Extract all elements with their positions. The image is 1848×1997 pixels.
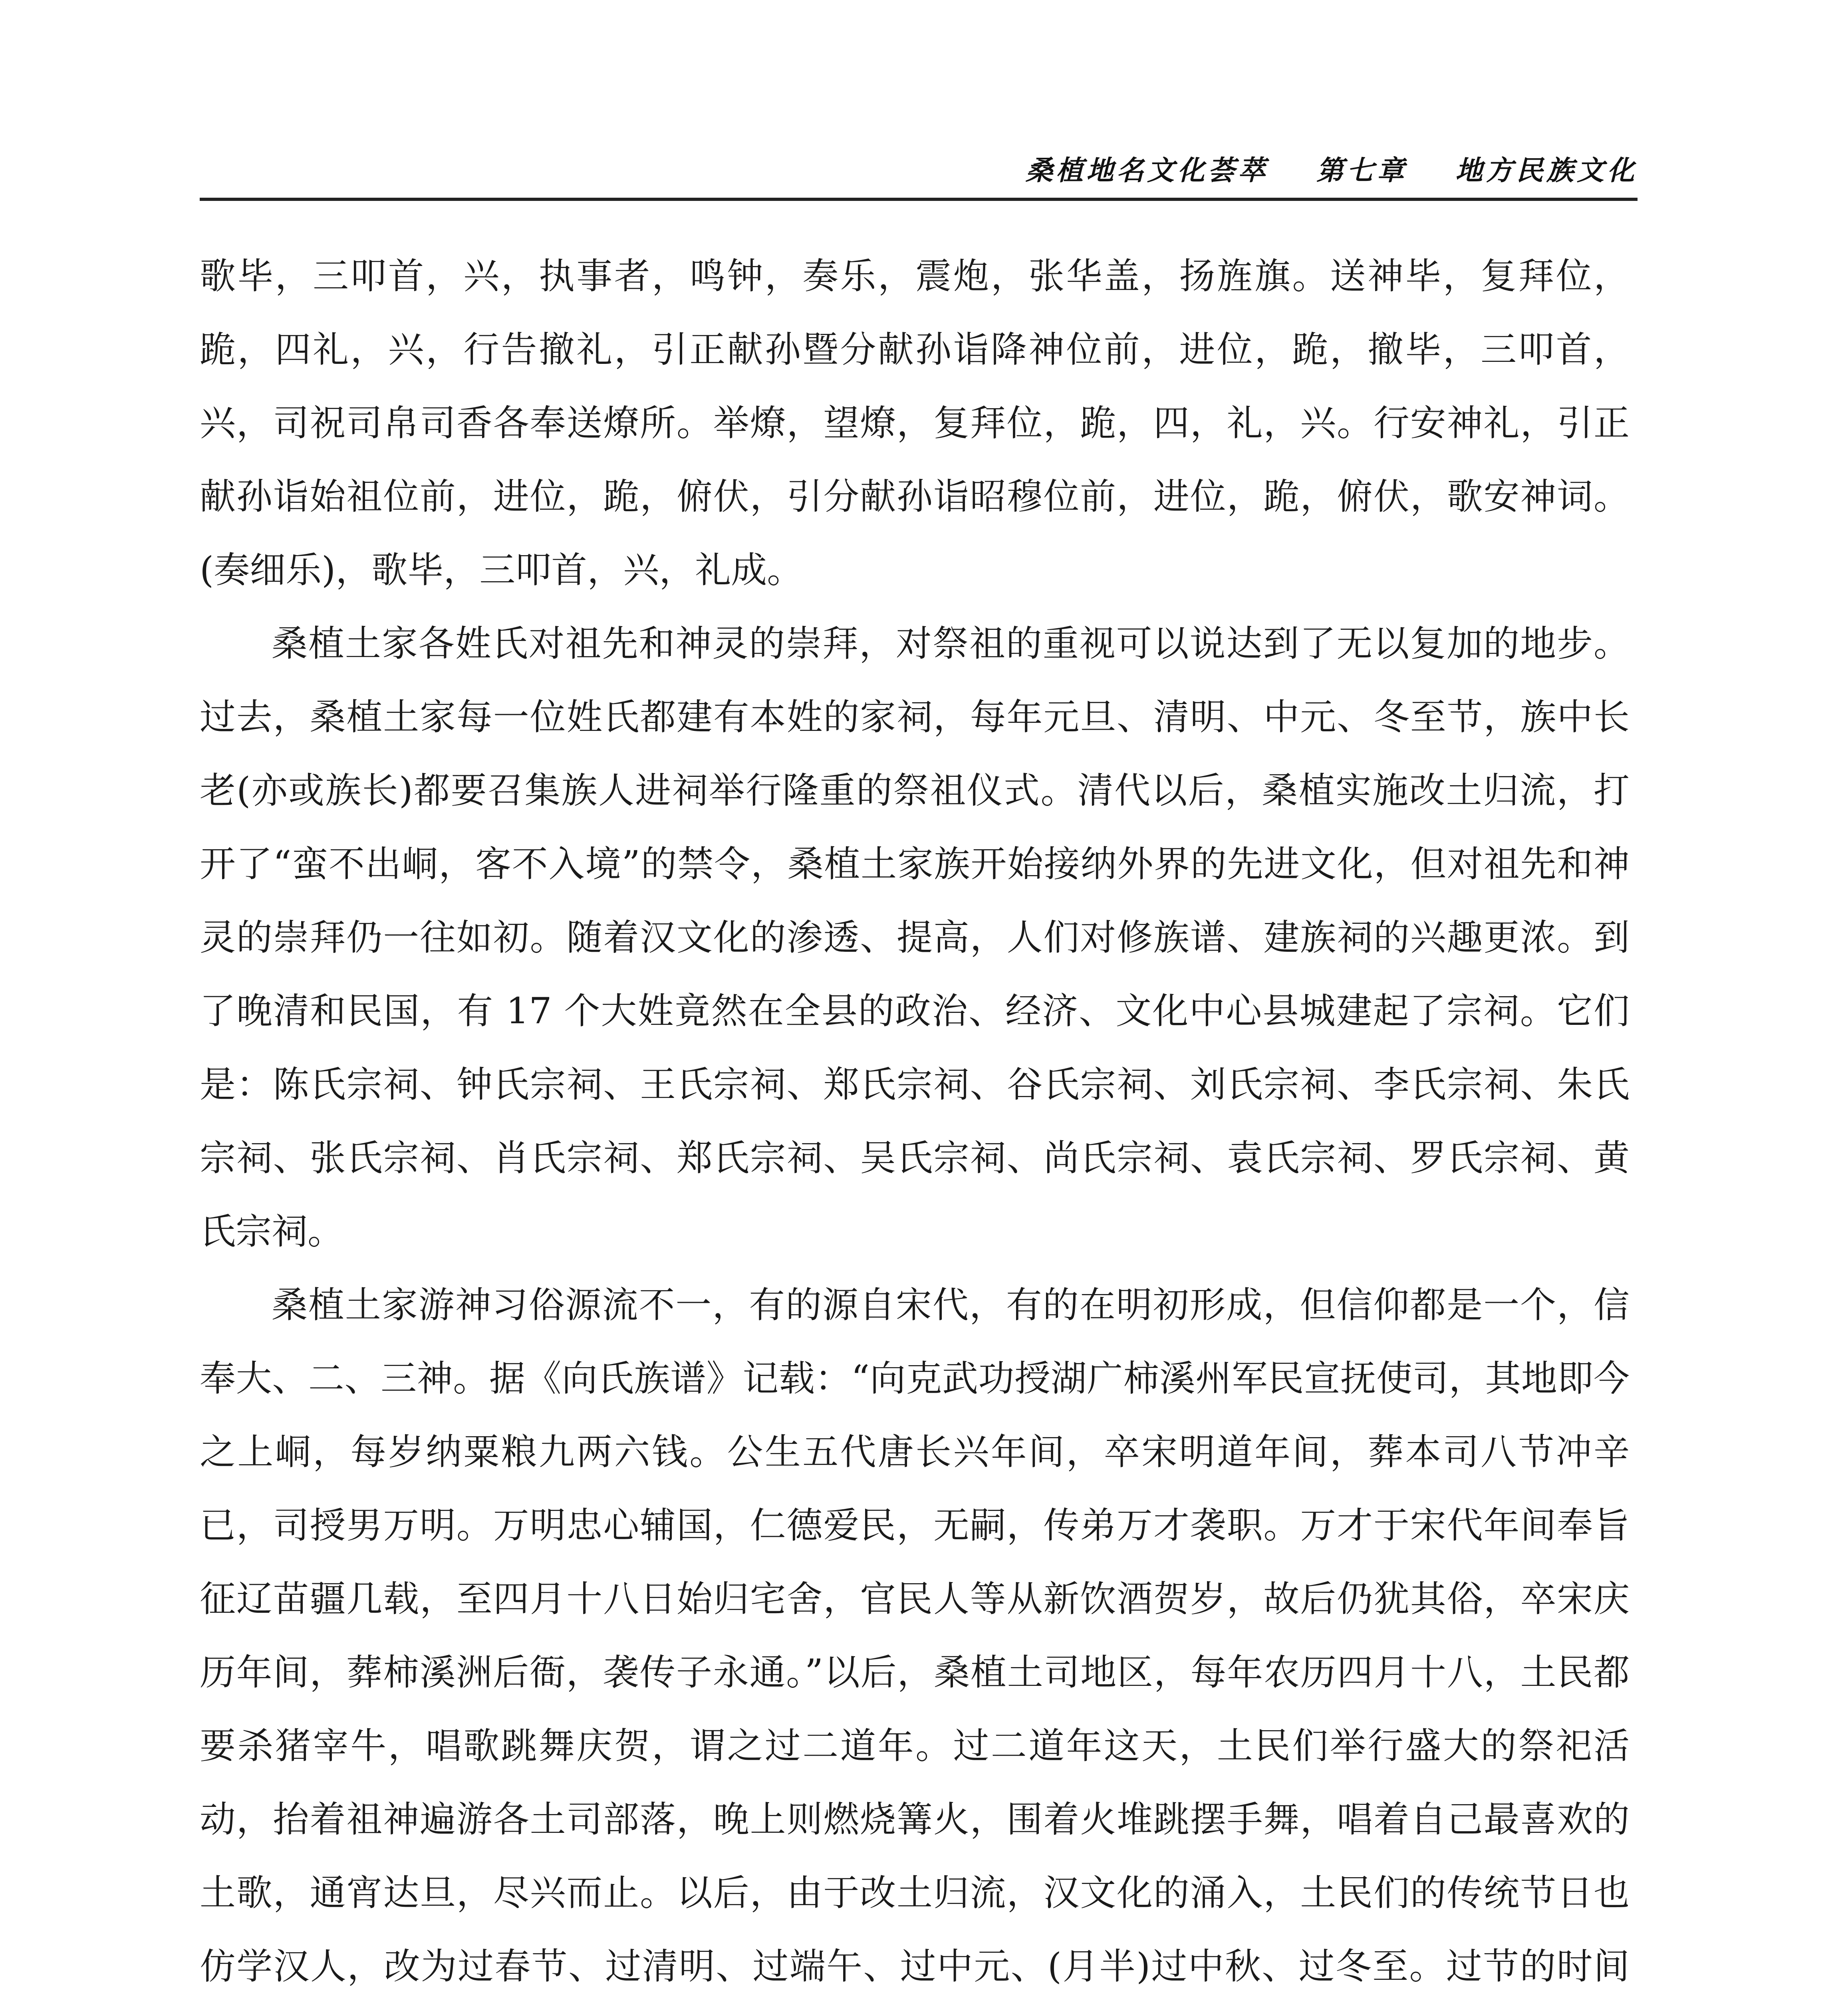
header-rule xyxy=(200,198,1638,201)
paragraph-ancestral-halls: 桑植土家各姓氏对祖先和神灵的崇拜，对祭祖的重视可以说达到了无以复加的地步。过去，桑植土家每一位姓氏都建有本姓的家祠，每年元旦、清明、中元、冬至节，族中长老(亦或族长)都要召集族人进祠举行隆重的祭祖仪式。清代以后，桑植实施改土归流，打开了“蛮不出峒，客不入境”的禁令，桑植土家族开始接纳外界的先进文化，但对祖先和神灵的崇拜仍一往如初。随着汉文化的渗透、提高，人们对修族谱、建族祠的兴趣更浓。到了晚清和民国，有 17 个大姓竟然在全县的政治、经济、文化中心县城建起了宗祠。它们是：陈氏宗祠、钟氏宗祠、王氏宗祠、郑氏宗祠、谷氏宗祠、刘氏宗祠、李氏宗祠、朱氏宗祠、张氏宗祠、肖氏宗祠、郑氏宗祠、吴氏宗祠、尚氏宗祠、袁氏宗祠、罗氏宗祠、黄氏宗祠。 xyxy=(200,623,1630,1253)
section-title: 地方民族文化 xyxy=(1455,155,1638,187)
running-header xyxy=(200,144,1638,188)
book-title: 桑植地名文化荟萃 xyxy=(1025,155,1268,187)
paragraph-god-procession: 桑植土家游神习俗源流不一，有的源自宋代，有的在明初形成，但信仰都是一个，信奉大、二、三神。据《向氏族谱》记载：“向克武功授湖广柿溪州军民宣抚使司，其地即今之上峒，每岁纳粟粮九两六钱。公生五代唐长兴年间，卒宋明道年间，葬本司八节冲辛已，司授男万明。万明忠心辅国，仁德爱民，无嗣，传弟万才袭职。万才于宋代年间奉旨征辽苗疆几载，至四月十八日始归宅舍，官民人等从新饮酒贺岁，故后仍犹其俗，卒宋庆历年间，葬柿溪洲后衙，袭传子永通。”以后，桑植土司地区，每年农历四月十八，土民都要杀猪宰牛，唱歌跳舞庆贺，谓之过二道年。过二道年这天，土民们举行盛大的祭祀活动，抬着祖神遍游各土司部落，晚上则燃烧篝火，围着火堆跳摆手舞，唱着自己最喜欢的土歌，通宵达旦，尽兴而止。以后，由于改土归流，汉文化的涌入，土民们的传统节日也仿学汉人，改为过春节、过清明、过端午、过中元、(月半)过中秋、过冬至。过节的时间 xyxy=(200,1284,1630,1987)
chapter-label: 第七章 xyxy=(1316,155,1407,187)
paragraph-continuation: 歌毕，三叩首，兴，执事者，鸣钟，奏乐，震炮，张华盖，扬旌旗。送神毕，复拜位，跪，四礼，兴，行告撤礼，引正献孙暨分献孙诣降神位前，进位，跪，撤毕，三叩首，兴，司祝司帛司香各奉送燎所。举燎，望燎，复拜位，跪，四，礼，兴。行安神礼，引正献孙诣始祖位前，进位，跪，俯伏，引分献孙诣昭穆位前，进位，跪，俯伏，歌安神词。(奏细乐)，歌毕，三叩首，兴，礼成。 xyxy=(200,255,1630,591)
page-body xyxy=(200,240,1630,1997)
